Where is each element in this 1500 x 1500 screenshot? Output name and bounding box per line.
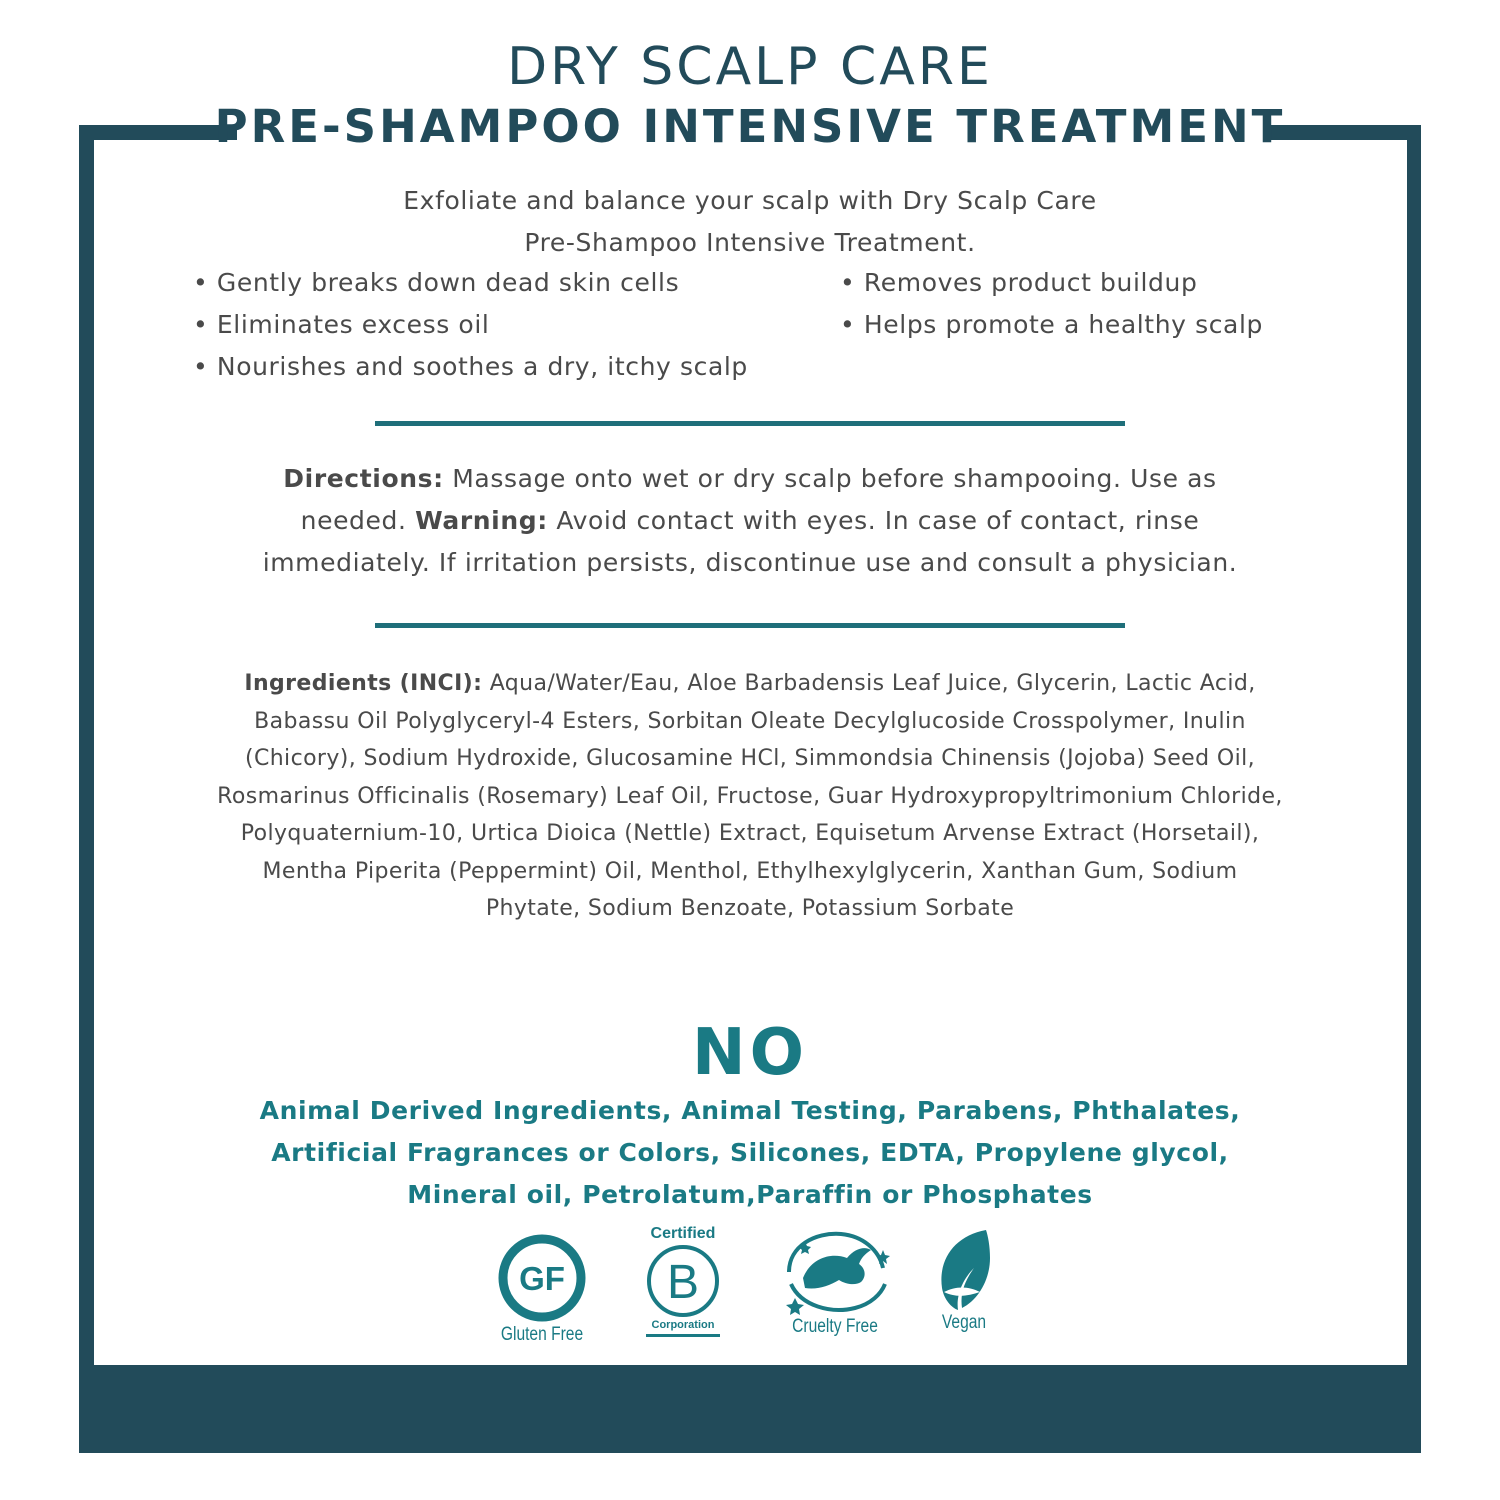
page-title: DRY SCALP CARE xyxy=(507,37,993,97)
gluten-free-mark: GF xyxy=(519,1260,565,1297)
ingredients-label: Ingredients (INCI): xyxy=(244,671,483,696)
directions-line xyxy=(200,458,1300,500)
benefit-item: • Gently breaks down dead skin cells xyxy=(193,262,748,304)
warning-text: Avoid contact with eyes. In case of contact, rinse xyxy=(547,506,1200,535)
b-corp-underline xyxy=(646,1334,720,1337)
directions-line xyxy=(200,542,1300,584)
benefit-item: • Nourishes and soothes a dry, itchy scalp xyxy=(193,346,748,388)
benefit-item: • Helps promote a healthy scalp xyxy=(840,304,1263,346)
gluten-free-badge xyxy=(480,1232,604,1346)
b-corp-mark: B xyxy=(666,1256,700,1309)
benefits-list-right xyxy=(840,262,1263,346)
benefits-list-left xyxy=(193,262,748,388)
free-from-line: Animal Derived Ingredients, Animal Testing, Parabens, Phthalates, xyxy=(259,1096,1241,1125)
vegan-label: Vegan xyxy=(941,1312,987,1333)
section-divider xyxy=(375,623,1125,628)
directions-text: needed. xyxy=(300,506,416,535)
ingredients-line: Polyquaternium-10, Urtica Dioica (Nettle) Extract, Equisetum Arvense Extract (Horsetail), xyxy=(240,821,1260,846)
ingredients-line: Phytate, Sodium Benzoate, Potassium Sorbate xyxy=(485,896,1015,921)
warning-label: Warning: xyxy=(415,506,548,535)
directions-line xyxy=(200,500,1300,542)
ingredients-text: Aqua/Water/Eau, Aloe Barbadensis Leaf Juice, Glycerin, Lactic Acid, xyxy=(482,671,1256,696)
b-corp-badge xyxy=(628,1225,738,1337)
free-from-line: Artificial Fragrances or Colors, Silicones, EDTA, Propylene glycol, xyxy=(271,1138,1229,1167)
benefit-item: • Eliminates excess oil xyxy=(193,304,748,346)
directions-paragraph xyxy=(200,458,1300,584)
leaping-bunny-icon xyxy=(775,1228,895,1316)
vegan-badge xyxy=(924,1226,1004,1334)
intro-line: Pre-Shampoo Intensive Treatment. xyxy=(524,228,976,257)
b-corp-certified-text: Certified xyxy=(650,1225,716,1242)
free-from-line: Mineral oil, Petrolatum,Paraffin or Phosphates xyxy=(407,1180,1093,1209)
ingredients-line: Babassu Oil Polyglyceryl-4 Esters, Sorbitan Oleate Decylglucoside Crosspolymer, Inulin xyxy=(254,708,1246,734)
cruelty-free-badge xyxy=(760,1228,910,1338)
bottom-band xyxy=(79,1365,1421,1453)
intro-paragraph xyxy=(0,180,1500,264)
page-subtitle: PRE-SHAMPOO INTENSIVE TREATMENT xyxy=(214,100,1286,153)
ingredients-line: (Chicory), Sodium Hydroxide, Glucosamine HCl, Simmondsia Chinensis (Jojoba) Seed Oil, xyxy=(244,746,1256,771)
directions-text: Massage onto wet or dry scalp before shampooing. Use as xyxy=(443,464,1217,493)
ingredients-line: Rosmarinus Officinalis (Rosemary) Leaf Oil, Fructose, Guar Hydroxypropyltrimonium Chloride, xyxy=(217,783,1283,809)
directions-label: Directions: xyxy=(283,464,444,493)
free-from-heading: NO xyxy=(692,1016,808,1090)
warning-text: immediately. If irritation persists, discontinue use and consult a physician. xyxy=(262,548,1238,577)
leaf-icon xyxy=(934,1226,994,1312)
b-corp-icon xyxy=(645,1243,721,1319)
free-from-list xyxy=(0,1090,1500,1216)
benefit-item: • Removes product buildup xyxy=(840,262,1263,304)
ingredients-line: Mentha Piperita (Peppermint) Oil, Menthol, Ethylhexylglycerin, Xanthan Gum, Sodium xyxy=(262,858,1238,884)
cruelty-free-label: Cruelty Free xyxy=(792,1316,878,1337)
gluten-free-label: Gluten Free xyxy=(500,1324,584,1345)
ingredients-line xyxy=(130,665,1370,703)
section-divider xyxy=(375,421,1125,426)
b-corp-corporation-text: Corporation xyxy=(651,1319,715,1331)
gluten-free-icon xyxy=(496,1232,588,1324)
ingredients-paragraph xyxy=(130,665,1370,928)
intro-line: Exfoliate and balance your scalp with Dry Scalp Care xyxy=(403,186,1097,215)
